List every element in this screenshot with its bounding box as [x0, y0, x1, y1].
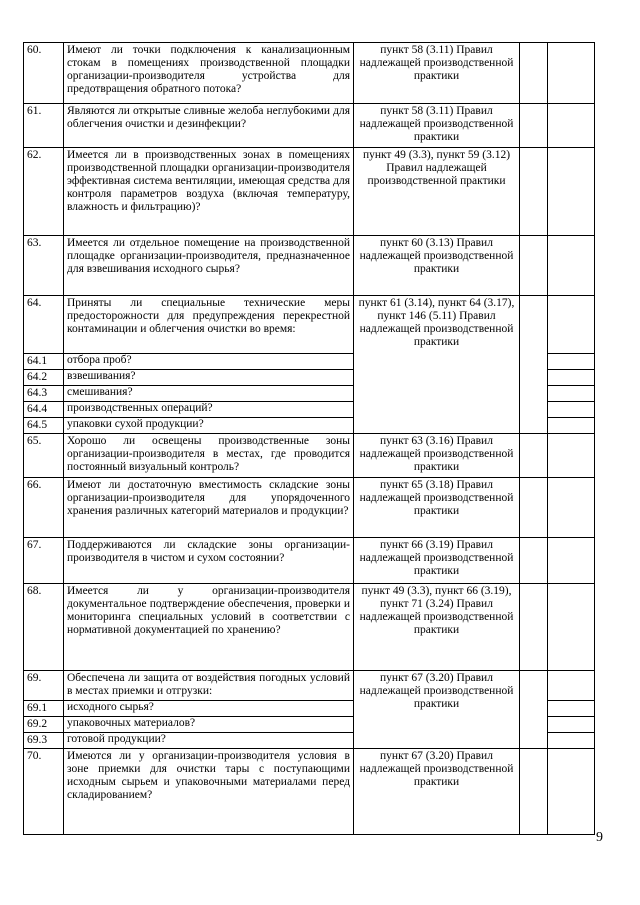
checklist-sheet	[23, 42, 594, 826]
note-cell	[548, 354, 595, 370]
subitem-number: 64.3	[24, 385, 64, 401]
note-cell	[548, 148, 595, 236]
subitem-number: 69.2	[24, 716, 64, 732]
note-cell	[548, 296, 595, 354]
answer-cell	[520, 537, 548, 583]
item-number: 60.	[24, 43, 64, 104]
item-reference: пункт 58 (3.11) Правил надлежащей производственной практики	[354, 104, 520, 148]
item-number: 68.	[24, 583, 64, 670]
note-cell	[548, 236, 595, 296]
item-question: Имеется ли отдельное помещение на производственной площадке организации-производителя, предназначенное для взвешивания исходного сырья?	[64, 236, 354, 296]
note-cell	[548, 401, 595, 417]
answer-cell	[520, 477, 548, 537]
note-cell	[548, 716, 595, 732]
item-number: 61.	[24, 104, 64, 148]
subitem-number: 64.5	[24, 417, 64, 433]
note-cell	[548, 477, 595, 537]
subitem-question: упаковки сухой продукции?	[64, 417, 354, 433]
item-question: Являются ли открытые сливные желоба неглубокими для облегчения очистки и дезинфекции?	[64, 104, 354, 148]
item-reference: пункт 49 (3.3), пункт 59 (3.12) Правил надлежащей производственной практики	[354, 148, 520, 236]
item-reference: пункт 60 (3.13) Правил надлежащей производственной практики	[354, 236, 520, 296]
item-question: Имеется ли у организации-производителя документальное подтверждение обеспечения, проверки и мониторинга специальных условий в соответствии с нормативной документацией по хранению?	[64, 583, 354, 670]
note-cell	[548, 385, 595, 401]
table-row	[24, 748, 595, 834]
item-reference: пункт 67 (3.20) Правил надлежащей производственной практики	[354, 748, 520, 834]
subitem-number: 64.2	[24, 369, 64, 385]
item-number: 70.	[24, 748, 64, 834]
table-row	[24, 477, 595, 537]
subitem-question: исходного сырья?	[64, 700, 354, 716]
table-row	[24, 670, 595, 700]
item-reference: пункт 61 (3.14), пункт 64 (3.17), пункт 146 (5.11) Правил надлежащей производственной практики	[354, 296, 520, 434]
item-number: 69.	[24, 670, 64, 700]
table-row	[24, 583, 595, 670]
table-row	[24, 433, 595, 477]
subitem-question: взвешивания?	[64, 369, 354, 385]
answer-cell	[520, 148, 548, 236]
answer-cell	[520, 236, 548, 296]
note-cell	[548, 369, 595, 385]
table-row	[24, 148, 595, 236]
table-row	[24, 236, 595, 296]
item-question: Приняты ли специальные технические меры предосторожности для предупреждения перекрестной контаминации и облегчения очистки во время:	[64, 296, 354, 354]
subitem-number: 64.4	[24, 401, 64, 417]
item-question: Хорошо ли освещены производственные зоны организации-производителя в местах, где проводится постоянный визуальный контроль?	[64, 433, 354, 477]
subitem-number: 69.3	[24, 732, 64, 748]
subitem-question: производственных операций?	[64, 401, 354, 417]
item-reference: пункт 67 (3.20) Правил надлежащей производственной практики	[354, 670, 520, 748]
table-row	[24, 296, 595, 354]
table-row	[24, 104, 595, 148]
item-number: 62.	[24, 148, 64, 236]
item-number: 66.	[24, 477, 64, 537]
item-reference: пункт 65 (3.18) Правил надлежащей производственной практики	[354, 477, 520, 537]
item-question: Обеспечена ли защита от воздействия погодных условий в местах приемки и отгрузки:	[64, 670, 354, 700]
item-number: 64.	[24, 296, 64, 354]
subitem-number: 69.1	[24, 700, 64, 716]
note-cell	[548, 748, 595, 834]
note-cell	[548, 43, 595, 104]
note-cell	[548, 537, 595, 583]
subitem-question: готовой продукции?	[64, 732, 354, 748]
table-row	[24, 537, 595, 583]
item-reference: пункт 63 (3.16) Правил надлежащей производственной практики	[354, 433, 520, 477]
item-reference: пункт 49 (3.3), пункт 66 (3.19), пункт 71 (3.24) Правил надлежащей производственной практики	[354, 583, 520, 670]
note-cell	[548, 700, 595, 716]
item-question: Имеют ли достаточную вместимость складские зоны организации-производителя для упорядоченного хранения различных категорий материалов и продукции?	[64, 477, 354, 537]
item-number: 67.	[24, 537, 64, 583]
answer-cell	[520, 670, 548, 748]
note-cell	[548, 732, 595, 748]
answer-cell	[520, 43, 548, 104]
note-cell	[548, 670, 595, 700]
answer-cell	[520, 433, 548, 477]
note-cell	[548, 583, 595, 670]
item-question: Имеется ли в производственных зонах в помещениях производственной площадки организации-производителя эффективная система вентиляции, имеющая средства для контроля параметров воздуха (включая температуру, влажность и фильтрацию)?	[64, 148, 354, 236]
table-row	[24, 43, 595, 104]
checklist-table	[23, 42, 595, 835]
subitem-number: 64.1	[24, 354, 64, 370]
page-number: 9	[596, 830, 603, 845]
item-number: 65.	[24, 433, 64, 477]
answer-cell	[520, 296, 548, 434]
item-reference: пункт 58 (3.11) Правил надлежащей производственной практики	[354, 43, 520, 104]
note-cell	[548, 433, 595, 477]
note-cell	[548, 104, 595, 148]
item-question: Поддерживаются ли складские зоны организации-производителя в чистом и сухом состоянии?	[64, 537, 354, 583]
note-cell	[548, 417, 595, 433]
item-question: Имеются ли у организации-производителя условия в зоне приемки для очистки тары с поступающими исходным сырьем и упаковочными материалами перед складированием?	[64, 748, 354, 834]
answer-cell	[520, 748, 548, 834]
item-question: Имеют ли точки подключения к канализационным стокам в помещениях производственной площадки организации-производителя устройства для предотвращения обратного потока?	[64, 43, 354, 104]
item-number: 63.	[24, 236, 64, 296]
item-reference: пункт 66 (3.19) Правил надлежащей производственной практики	[354, 537, 520, 583]
answer-cell	[520, 583, 548, 670]
subitem-question: упаковочных материалов?	[64, 716, 354, 732]
subitem-question: смешивания?	[64, 385, 354, 401]
subitem-question: отбора проб?	[64, 354, 354, 370]
answer-cell	[520, 104, 548, 148]
